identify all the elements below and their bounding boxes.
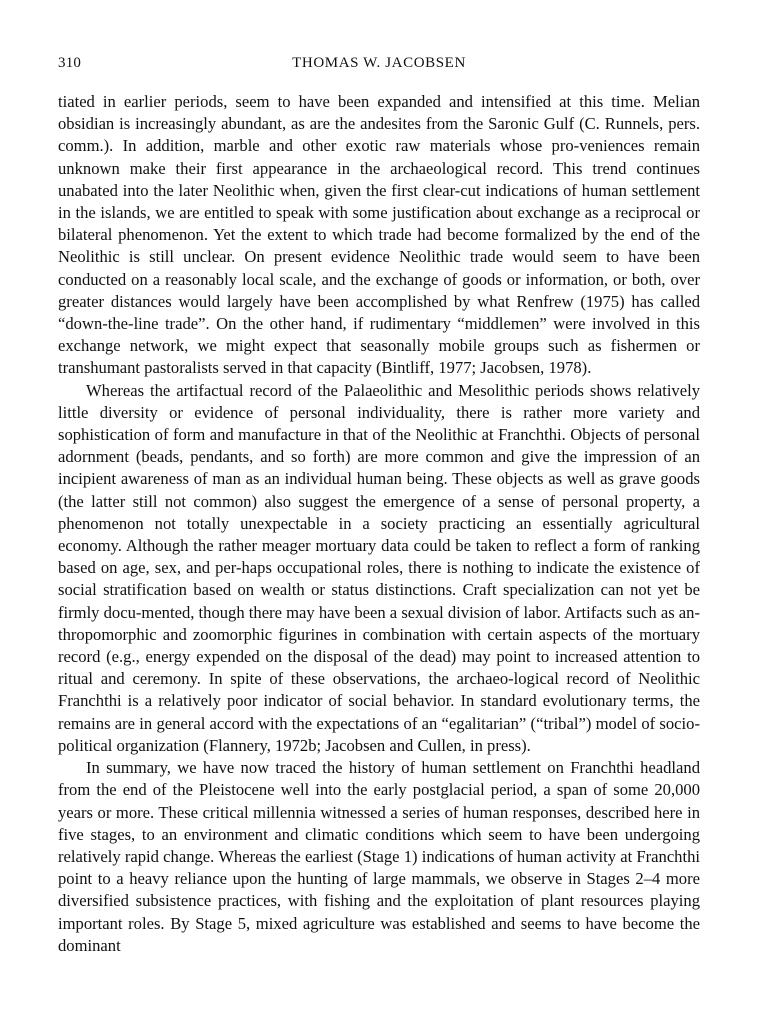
running-head — [58, 52, 700, 74]
book-page — [58, 52, 700, 957]
page-number: 310 — [58, 55, 82, 71]
paragraph: Whereas the artifactual record of the Palaeolithic and Mesolithic periods shows relatively little diversity or evidence of personal individuality, there is rather more variety and sophistication of form and manufacture in that of the Neolithic at Franchthi. Objects of personal adornment (beads, pendants, and so forth) are more common and give the impression of an incipient awareness of man as an individual human being. These objects as well as grave goods (the latter still not common) also suggest the emergence of a sense of personal property, a phenomenon not totally unexpectable in a society practicing an essentially agricultural economy. Although the rather meager mortuary data could be taken to reflect a form of ranking based on age, sex, and per-haps occupational roles, there is nothing to indicate the existence of social stratification based on wealth or status distinctions. Craft specialization can not yet be firmly docu-mented, though there may have been a sexual division of labor. Artifacts such as an-thropomorphic and zoomorphic figurines in combination with certain aspects of the mortuary record (e.g., energy expended on the disposal of the dead) may point to increased attention to ritual and ceremony. In spite of these observations, the archaeo-logical record of Neolithic Franchthi is a relatively poor indicator of social behavior. In standard evolutionary terms, the remains are in general accord with the expectations of an “egalitarian” (“tribal”) model of socio-political organization (Flannery, 1972b; Jacobsen and Cullen, in press). — [58, 380, 700, 755]
paragraph-continued: tiated in earlier periods, seem to have been expanded and intensified at this time. Melian obsidian is increasingly abundant, as are the andesites from the Saronic Gulf (C. Runnels, pers. comm.). In addition, marble and other exotic raw materials whose pro-veniences remain unknown make their first appearance in the archaeological record. This trend continues unabated into the later Neolithic when, given the first clear-cut indications of human settlement in the islands, we are entitled to speak with some justification about exchange as a reciprocal or bilateral phenomenon. Yet the extent to which trade had become formalized by the end of the Neolithic is still unclear. On present evidence Neolithic trade would seem to have been conducted on a reasonably local scale, and the exchange of goods or information, or both, over greater distances would largely have been accomplished by what Renfrew (1975) has called “down-the-line trade”. On the other hand, if rudimentary “middlemen” were involved in this exchange network, we might expect that seasonally mobile groups such as fishermen or transhumant pastoralists served in that capacity (Bintliff, 1977; Jacobsen, 1978). — [58, 92, 700, 378]
running-title: THOMAS W. JACOBSEN — [292, 55, 466, 71]
paragraph: In summary, we have now traced the history of human settlement on Franchthi headland from the end of the Pleistocene well into the early postglacial period, a span of some 20,000 years or more. These critical millennia witnessed a series of human responses, described here in five stages, to an environment and climatic conditions which seem to have been undergoing relatively rapid change. Whereas the earliest (Stage 1) indications of human activity at Franchthi point to a heavy reliance upon the hunting of large mammals, we observe in Stages 2–4 more diversified subsistence practices, with fishing and the exploitation of plant resources playing important roles. By Stage 5, mixed agriculture was established and seems to have become the dominant — [58, 758, 700, 955]
body-text — [58, 91, 700, 957]
